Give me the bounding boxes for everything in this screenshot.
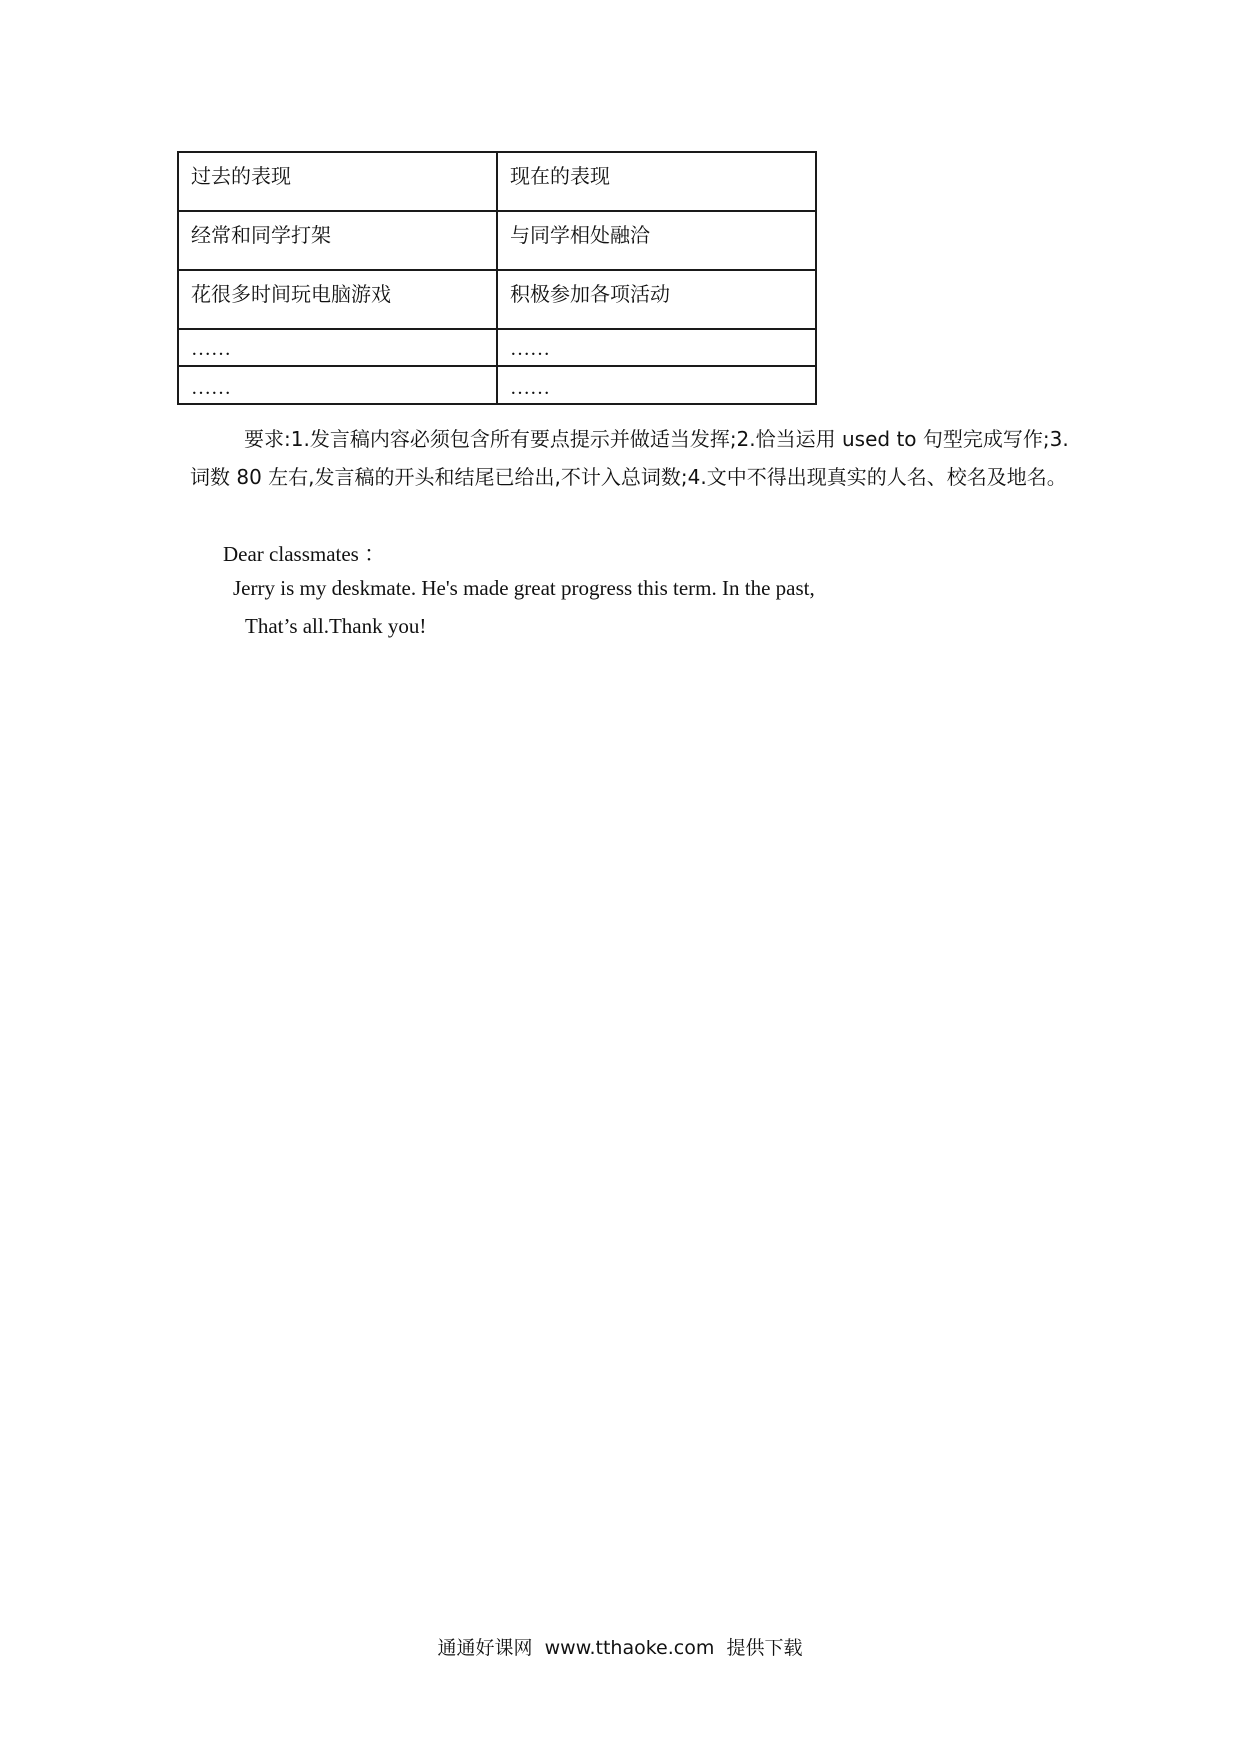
table-cell: …… [178,329,497,366]
table-cell: …… [497,329,816,366]
table-row [178,270,816,329]
table-row [178,329,816,366]
letter-greeting: Dear classmates ： [223,542,386,566]
table-cell: 与同学相处融洽 [497,211,816,270]
header-present: 现在的表现 [497,152,816,211]
page-footer: 通通好课网 www.tthaoke.com 提供下载 [437,1637,803,1659]
table-cell: …… [497,366,816,404]
table-cell: …… [178,366,497,404]
header-past: 过去的表现 [178,152,497,211]
table-cell: 积极参加各项活动 [497,270,816,329]
table-row [178,211,816,270]
table-header-row [178,152,816,211]
table-cell: 花很多时间玩电脑游戏 [178,270,497,329]
letter-opening: Jerry is my deskmate. He's made great progress this term. In the past, [233,576,815,600]
comparison-table [177,151,817,405]
requirements-text: 要求:1.发言稿内容必须包含所有要点提示并做适当发挥;2.恰当运用 used to 句型完成写作;3.词数 80 左右,发言稿的开头和结尾已给出,不计入总词数;4.文中不得出现真实的人名、校名及地名。 [190,427,1069,489]
letter-closing: That’s all.Thank you! [245,614,427,638]
table-row [178,366,816,404]
table-cell: 经常和同学打架 [178,211,497,270]
